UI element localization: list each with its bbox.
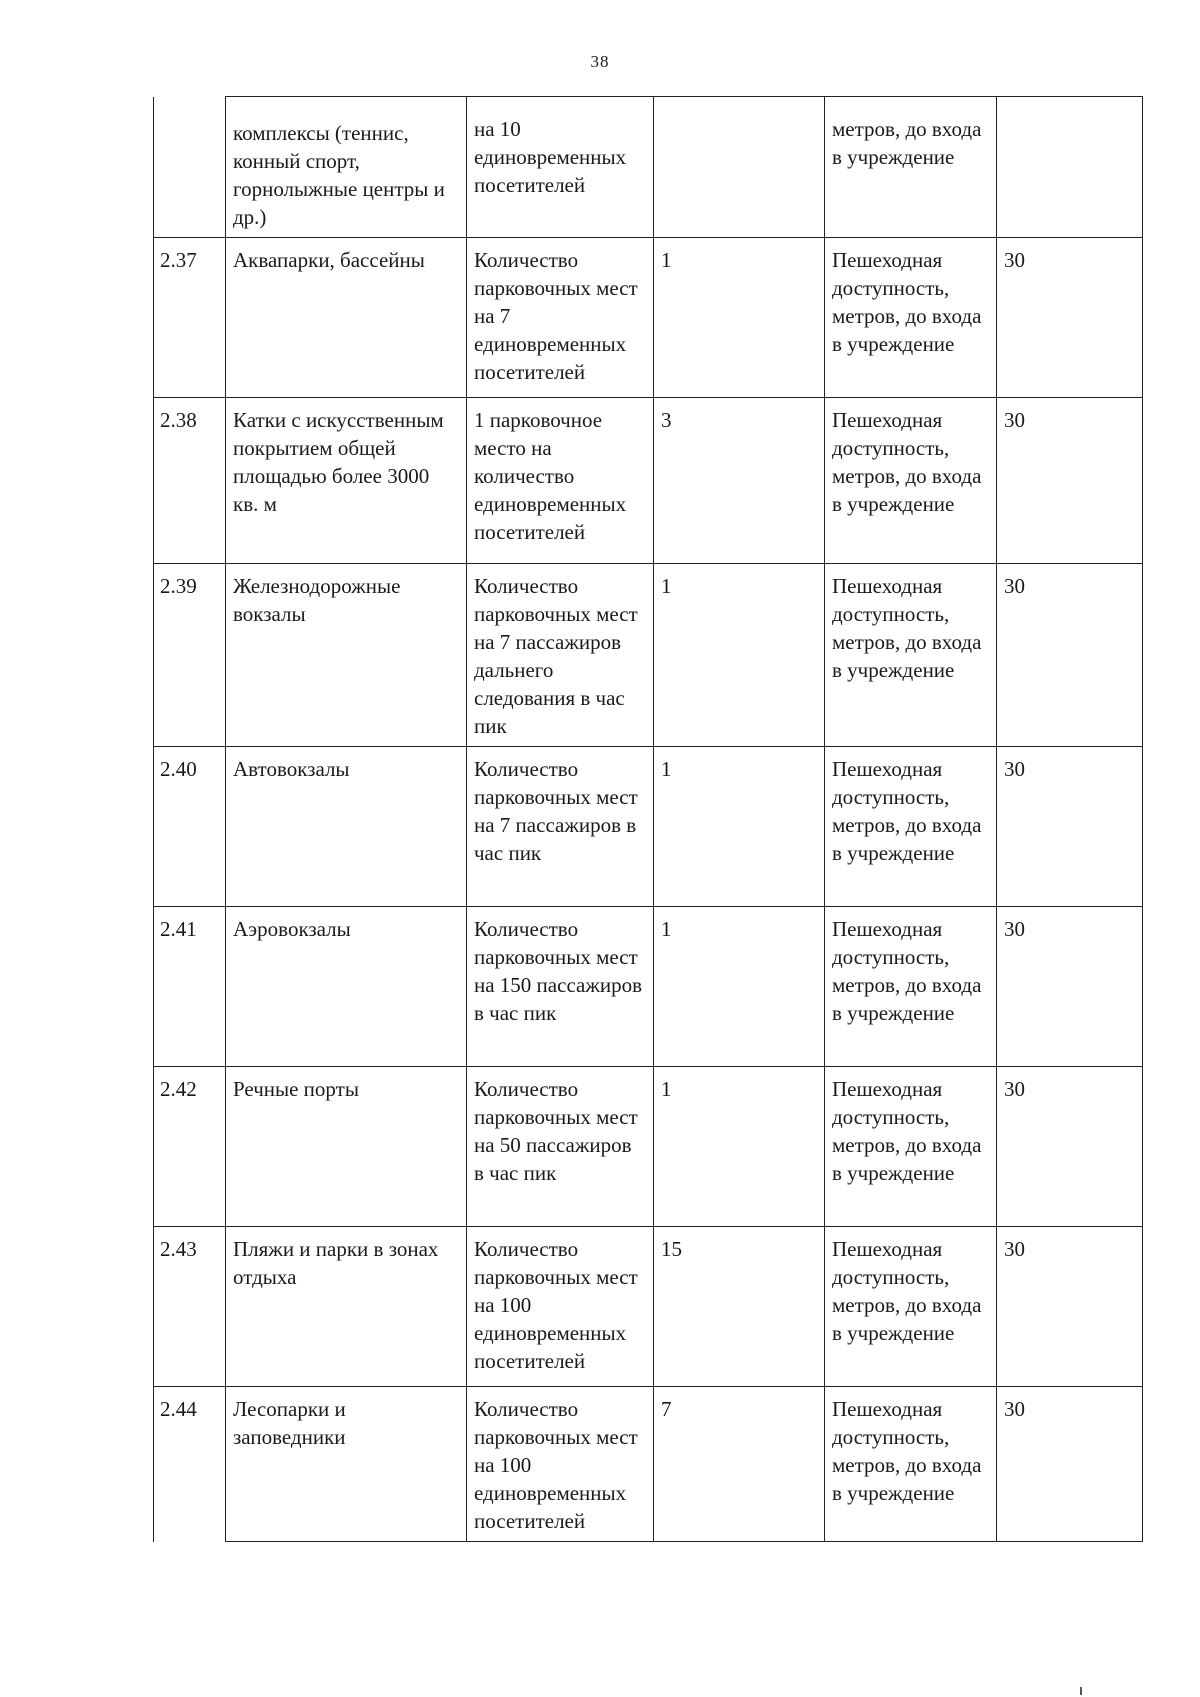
table-row bbox=[154, 907, 1143, 1067]
norm-value: 7 bbox=[654, 1387, 825, 1542]
accessibility-indicator: Пешеходная доступность, метров, до входа в учреждение bbox=[825, 1227, 997, 1387]
norm-value: 15 bbox=[654, 1227, 825, 1387]
row-number: 2.41 bbox=[154, 907, 226, 1067]
row-number: 2.43 bbox=[154, 1227, 226, 1387]
distance-value: 30 bbox=[997, 907, 1143, 1067]
calculation-indicator: Количество парковочных мест на 150 пассажиров в час пик bbox=[467, 907, 654, 1067]
row-number: 2.40 bbox=[154, 747, 226, 907]
parking-norms-table bbox=[153, 96, 1143, 1542]
row-number: 2.38 bbox=[154, 398, 226, 564]
row-number: 2.44 bbox=[154, 1387, 226, 1542]
accessibility-indicator: Пешеходная доступность, метров, до входа в учреждение bbox=[825, 238, 997, 398]
table-row bbox=[154, 398, 1143, 564]
norm-value bbox=[654, 97, 825, 238]
table-row bbox=[154, 238, 1143, 398]
distance-value: 30 bbox=[997, 1387, 1143, 1542]
table-row bbox=[154, 747, 1143, 907]
norm-value: 1 bbox=[654, 747, 825, 907]
accessibility-indicator: Пешеходная доступность, метров, до входа в учреждение bbox=[825, 398, 997, 564]
accessibility-indicator: Пешеходная доступность, метров, до входа в учреждение bbox=[825, 1067, 997, 1227]
calculation-indicator: Количество парковочных мест на 7 пассажиров в час пик bbox=[467, 747, 654, 907]
object-type: Аэровокзалы bbox=[226, 907, 467, 1067]
calculation-indicator: Количество парковочных мест на 100 единовременных посетителей bbox=[467, 1387, 654, 1542]
table-row bbox=[154, 1227, 1143, 1387]
distance-value: 30 bbox=[997, 238, 1143, 398]
scan-artifact bbox=[1080, 1687, 1082, 1695]
object-type: Аквапарки, бассейны bbox=[226, 238, 467, 398]
row-number: 2.37 bbox=[154, 238, 226, 398]
table-row bbox=[154, 1067, 1143, 1227]
calculation-indicator: Количество парковочных мест на 7 единовременных посетителей bbox=[467, 238, 654, 398]
accessibility-indicator: Пешеходная доступность, метров, до входа в учреждение bbox=[825, 1387, 997, 1542]
object-type: Катки с искусственным покрытием общей площадью более 3000 кв. м bbox=[226, 398, 467, 564]
row-number: 2.39 bbox=[154, 564, 226, 747]
norm-value: 1 bbox=[654, 907, 825, 1067]
calculation-indicator: Количество парковочных мест на 7 пассажиров дальнего следования в час пик bbox=[467, 564, 654, 747]
distance-value: 30 bbox=[997, 747, 1143, 907]
table-row bbox=[154, 564, 1143, 747]
accessibility-indicator: Пешеходная доступность, метров, до входа в учреждение bbox=[825, 907, 997, 1067]
object-type: Железнодорожные вокзалы bbox=[226, 564, 467, 747]
norm-value: 1 bbox=[654, 238, 825, 398]
calculation-indicator: Количество парковочных мест на 100 единовременных посетителей bbox=[467, 1227, 654, 1387]
calculation-indicator: 1 парковочное место на количество единовременных посетителей bbox=[467, 398, 654, 564]
norm-value: 1 bbox=[654, 1067, 825, 1227]
table-row bbox=[154, 97, 1143, 238]
object-type: комплексы (теннис, конный спорт, горнолыжные центры и др.) bbox=[226, 97, 467, 238]
distance-value: 30 bbox=[997, 398, 1143, 564]
accessibility-indicator: Пешеходная доступность, метров, до входа в учреждение bbox=[825, 564, 997, 747]
page-number: 38 bbox=[590, 52, 610, 71]
distance-value: 30 bbox=[997, 564, 1143, 747]
object-type: Лесопарки и заповедники bbox=[226, 1387, 467, 1542]
row-number bbox=[154, 97, 226, 238]
object-type: Пляжи и парки в зонах отдыха bbox=[226, 1227, 467, 1387]
calculation-indicator: Количество парковочных мест на 50 пассажиров в час пик bbox=[467, 1067, 654, 1227]
distance-value: 30 bbox=[997, 1067, 1143, 1227]
accessibility-indicator: Пешеходная доступность, метров, до входа в учреждение bbox=[825, 747, 997, 907]
distance-value: 30 bbox=[997, 1227, 1143, 1387]
calculation-indicator: на 10 единовременных посетителей bbox=[467, 97, 654, 238]
norm-value: 1 bbox=[654, 564, 825, 747]
row-number: 2.42 bbox=[154, 1067, 226, 1227]
accessibility-indicator: метров, до входа в учреждение bbox=[825, 97, 997, 238]
norm-value: 3 bbox=[654, 398, 825, 564]
distance-value bbox=[997, 97, 1143, 238]
object-type: Речные порты bbox=[226, 1067, 467, 1227]
object-type: Автовокзалы bbox=[226, 747, 467, 907]
table-row bbox=[154, 1387, 1143, 1542]
